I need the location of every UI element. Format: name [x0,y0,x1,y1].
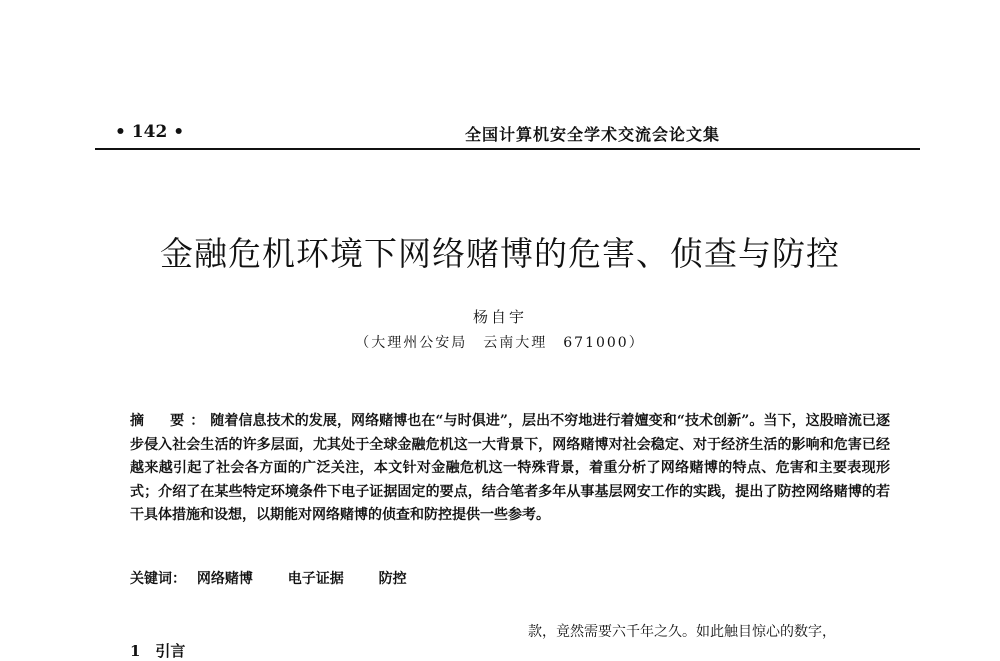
abstract-label: 摘 要： [130,413,211,429]
abstract-text: 随着信息技术的发展，网络赌博也在“与时俱进”，层出不穷地进行着嬗变和“技术创新”。当下，这股暗流已逐步侵入社会生活的许多层面，尤其处于全球金融危机这一大背景下，网络赌博对社会稳定、对于经济生活的影响和危害已经越来越引起了社会各方面的广泛关注，本文针对金融危机这一特殊背景，着重分析了网络赌博的特点、危害和主要表现形式；介绍了在某些特定环境条件下电子证据固定的要点，结合笔者多年从事基层网安工作的实践，提出了防控网络赌博的若干具体措施和设想，以期能对网络赌博的侦查和防控提供一些参考。 [130,413,891,523]
keyword: 防控 [378,571,407,587]
keywords-label: 关键词： [130,571,186,587]
abstract [130,410,890,528]
author-name: 杨自宇 [472,308,527,326]
keyword: 电子证据 [287,571,344,587]
paper-title: 金融危机环境下网络赌博的危害、侦查与防控 [160,234,840,273]
author-affiliation: （大理州公安局 云南大理 671000） [355,335,645,351]
journal-title: 全国计算机安全学术交流会论文集 [465,125,721,144]
section-heading: 1 引言 [130,642,186,660]
body-text-right-column: 款，竟然需要六千年之久。如此触目惊心的数字， [528,624,836,640]
keyword: 网络赌博 [196,571,253,587]
page-number: • 142 • [115,122,185,142]
running-header [95,120,920,150]
keywords [130,568,890,588]
